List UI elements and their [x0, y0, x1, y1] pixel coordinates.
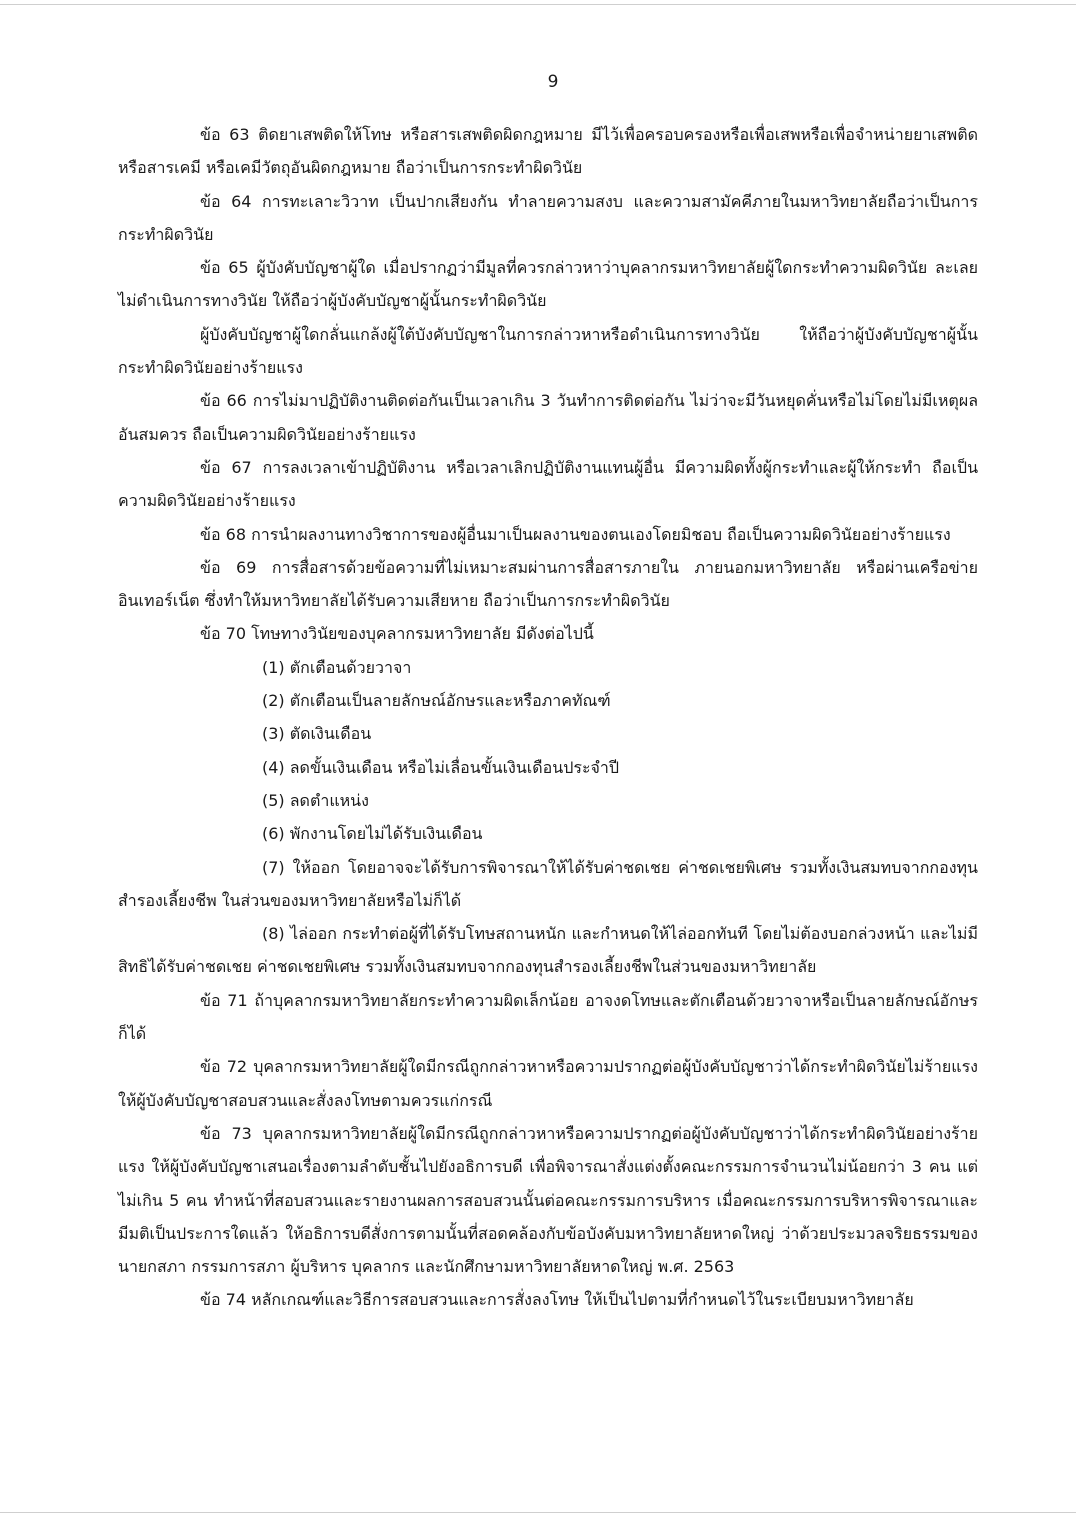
- penalty-item: (2) ตักเตือนเป็นลายลักษณ์อักษรและหรือภาคทัณฑ์: [262, 691, 611, 711]
- clause-70: ข้อ 70 โทษทางวินัยของบุคลากรมหาวิทยาลัย มีดังต่อไปนี้: [200, 624, 594, 644]
- penalty-list: [118, 651, 978, 984]
- clause-72: ข้อ 72 บุคลากรมหาวิทยาลัยผู้ใดมีกรณีถูกกล่าวหาหรือความปรากฏต่อผู้บังคับบัญชาว่าได้กระทำผิดวินัยไม่ร้ายแรง ให้ผู้บังคับบัญชาสอบสวนและสั่งลงโทษตามควรแก่กรณี: [118, 1057, 978, 1110]
- penalty-item: (4) ลดขั้นเงินเดือน หรือไม่เลื่อนขั้นเงินเดือนประจำปี: [262, 757, 620, 777]
- clause-74: ข้อ 74 หลักเกณฑ์และวิธีการสอบสวนและการสั่งลงโทษ ให้เป็นไปตามที่กำหนดไว้ในระเบียบมหาวิทยาลัย: [200, 1290, 914, 1310]
- clause-68: ข้อ 68 การนำผลงานทางวิชาการของผู้อื่นมาเป็นผลงานของตนเองโดยมิชอบ ถือเป็นความผิดวินัยอย่างร้ายแรง: [200, 524, 951, 544]
- clause-71: ข้อ 71 ถ้าบุคลากรมหาวิทยาลัยกระทำความผิดเล็กน้อย อาจงดโทษและตักเตือนด้วยวาจาหรือเป็นลายลักษณ์อักษรก็ได้: [118, 990, 978, 1044]
- clause-63: ข้อ 63 ติดยาเสพติดให้โทษ หรือสารเสพติดผิดกฎหมาย มีไว้เพื่อครอบครองหรือเพื่อเสพหรือเพื่อจำหน่ายยาเสพติด หรือสารเคมี หรือเคมีวัตถุอันผิดกฎหมาย ถือว่าเป็นการกระทำผิดวินัย: [118, 125, 978, 178]
- clause-69: ข้อ 69 การสื่อสารด้วยข้อความที่ไม่เหมาะสมผ่านการสื่อสารภายใน ภายนอกมหาวิทยาลัย หรือผ่านเครือข่ายอินเทอร์เน็ต ซึ่งทำให้มหาวิทยาลัยได้รับความเสียหาย ถือว่าเป็นการกระทำผิดวินัย: [118, 557, 978, 611]
- penalty-item: (3) ตัดเงินเดือน: [262, 724, 372, 744]
- document-body: [118, 118, 978, 1317]
- penalty-item: (5) ลดตำแหน่ง: [262, 790, 369, 810]
- clause-65: ข้อ 65 ผู้บังคับบัญชาผู้ใด เมื่อปรากฏว่ามีมูลที่ควรกล่าวหาว่าบุคลากรมหาวิทยาลัยผู้ใดกระทำความผิดวินัย ละเลยไม่ดำเนินการทางวินัย ให้ถือว่าผู้บังคับบัญชาผู้นั้นกระทำผิดวินัย: [118, 258, 978, 311]
- clause-67: ข้อ 67 การลงเวลาเข้าปฏิบัติงาน หรือเวลาเลิกปฏิบัติงานแทนผู้อื่น มีความผิดทั้งผู้กระทำและผู้ให้กระทำ ถือเป็นความผิดวินัยอย่างร้ายแรง: [118, 457, 978, 511]
- penalty-item: (1) ตักเตือนด้วยวาจา: [262, 657, 412, 677]
- penalty-item: (8) ไล่ออก กระทำต่อผู้ที่ได้รับโทษสถานหนัก และกำหนดให้ไล่ออกทันที โดยไม่ต้องบอกล่วงหน้า และไม่มีสิทธิได้รับค่าชดเชย ค่าชดเชยพิเศษ รวมทั้งเงินสมทบจากกองทุนสำรองเลี้ยงชีพในส่วนของมหาวิทยาลัย: [118, 924, 978, 977]
- page-number: 9: [547, 72, 559, 92]
- clause-66: ข้อ 66 การไม่มาปฏิบัติงานติดต่อกันเป็นเวลาเกิน 3 วันทำการติดต่อกัน ไม่ว่าจะมีวันหยุดคั่นหรือไม่โดยไม่มีเหตุผลอันสมควร ถือเป็นความผิดวินัยอย่างร้ายแรง: [118, 391, 978, 444]
- clause-73: ข้อ 73 บุคลากรมหาวิทยาลัยผู้ใดมีกรณีถูกกล่าวหาหรือความปรากฏต่อผู้บังคับบัญชาว่าได้กระทำผิดวินัยอย่างร้ายแรง ให้ผู้บังคับบัญชาเสนอเรื่องตามลำดับชั้นไปยังอธิการบดี เพื่อพิจารณาสั่งแต่งตั้งคณะกรรมการจำนวนไม่น้อยกว่า 3 คน แต่ไม่เกิน 5 คน ทำหน้าที่สอบสวนและรายงานผลการสอบสวนนั้นต่อคณะกรรมการบริหาร เมื่อคณะกรรมการบริหารพิจารณาและมีมติเป็นประการใดแล้ว ให้อธิการบดีสั่งการตามนั้นที่สอดคล้องกับข้อบังคับมหาวิทยาลัยหาดใหญ่ ว่าด้วยประมวลจริยธรรมของนายกสภา กรรมการสภา ผู้บริหาร บุคลากร และนักศึกษามหาวิทยาลัยหาดใหญ่ พ.ศ. 2563: [118, 1123, 978, 1277]
- penalty-item: (6) พักงานโดยไม่ได้รับเงินเดือน: [262, 824, 483, 844]
- clause-64: ข้อ 64 การทะเลาะวิวาท เป็นปากเสียงกัน ทำลายความสงบ และความสามัคคีภายในมหาวิทยาลัยถือว่าเป็นการกระทำผิดวินัย: [118, 191, 978, 244]
- clause-65-paragraph-2: ผู้บังคับบัญชาผู้ใดกลั่นแกล้งผู้ใต้บังคับบัญชาในการกล่าวหาหรือดำเนินการทางวินัย ให้ถือว่าผู้บังคับบัญชาผู้นั้นกระทำผิดวินัยอย่างร้ายแรง: [118, 324, 978, 378]
- penalty-item: (7) ให้ออก โดยอาจจะได้รับการพิจารณาให้ได้รับค่าชดเชย ค่าชดเชยพิเศษ รวมทั้งเงินสมทบจากกองทุนสำรองเลี้ยงชีพ ในส่วนของมหาวิทยาลัยหรือไม่ก็ได้: [118, 857, 978, 910]
